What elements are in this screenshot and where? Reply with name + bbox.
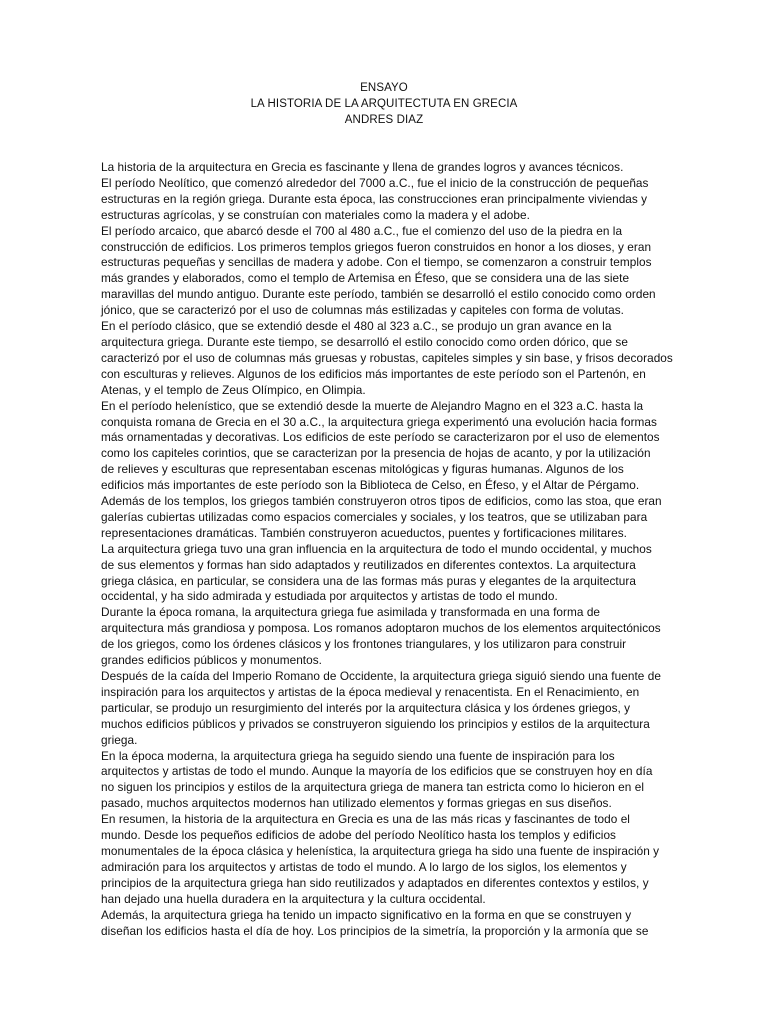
text-line: estructuras pequeñas y sencillas de madera y adobe. Con el tiempo, se comenzaron a construir templos (101, 255, 652, 270)
text-line: principios de la arquitectura griega han sido reutilizados y adaptados en diferentes contextos y estilos, y (101, 875, 649, 890)
text-line: han dejado una huella duradera en la arquitectura y la cultura occidental. (101, 891, 486, 906)
text-line: caracterizó por el uso de columnas más gruesas y robustas, capiteles simples y sin base, y frisos decorados (101, 350, 673, 365)
text-line: griega. (101, 732, 138, 747)
text-line: monumentales de la época clásica y helenística, la arquitectura griega ha sido una fuente de inspiración y (101, 843, 660, 858)
text-line: griega clásica, en particular, se considera una de las formas más puras y elegantes de la arquitectura (101, 573, 636, 588)
document-header (0, 80, 768, 128)
text-line: edificios más importantes de este período son la Biblioteca de Celso, en Éfeso, y el Altar de Pérgamo. (101, 478, 640, 493)
text-line: Durante la época romana, la arquitectura griega fue asimilada y transformada en una forma de (101, 605, 601, 620)
header-label: ENSAYO (360, 82, 408, 94)
text-line: arquitectura griega. Durante este tiempo, se desarrolló el estilo conocido como orden dórico, que se (101, 334, 628, 349)
text-line: grandes edificios públicos y monumentos. (101, 653, 323, 668)
essay-body (101, 160, 681, 939)
text-line: inspiración para los arquitectos y artistas de la época medieval y renacentista. En el Renacimiento, en (101, 684, 640, 699)
text-line: de sus elementos y formas han sido adaptados y reutilizados en diferentes contextos. La arquitectura (101, 557, 636, 572)
text-line: El período arcaico, que abarcó desde el 700 al 480 a.C., fue el comienzo del uso de la piedra en la (101, 223, 623, 238)
text-line: mundo. Desde los pequeños edificios de adobe del período Neolítico hasta los templos y edificios (101, 828, 616, 843)
text-line: Además de los templos, los griegos también construyeron otros tipos de edificios, como las stoa, que eran (101, 494, 662, 509)
text-line: pasado, muchos arquitectos modernos han utilizado elementos y formas griegas en sus diseños. (101, 796, 612, 811)
text-line: estructuras agrícolas, y se construían con materiales como la madera y el adobe. (101, 207, 530, 222)
text-line: jónico, que se caracterizó por el uso de columnas más estilizadas y capiteles con forma de volutas. (101, 303, 624, 318)
text-line: En resumen, la historia de la arquitectura en Grecia es una de las más ricas y fascinantes de todo el (101, 812, 630, 827)
text-line: estructuras en la región griega. Durante esta época, las construcciones eran principalmente viviendas y (101, 191, 648, 206)
author-name: ANDRES DIAZ (344, 114, 424, 126)
text-line: de los griegos, como los órdenes clásicos y los frontones triangulares, y los utilizaron para construir (101, 637, 627, 652)
text-line: En la época moderna, la arquitectura griega ha seguido siendo una fuente de inspiración para los (101, 748, 615, 763)
text-line: En el período clásico, que se extendió desde el 480 al 323 a.C., se produjo un gran avance en la (101, 319, 612, 334)
text-line: representaciones dramáticas. También construyeron acueductos, puentes y fortificaciones militares. (101, 525, 627, 540)
text-line: como los capiteles corintios, que se caracterizan por la presencia de hojas de acanto, y por la utilización (101, 446, 651, 461)
text-line: occidental, y ha sido admirada y estudiada por arquitectos y artistas de todo el mundo. (101, 589, 558, 604)
text-line: El período Neolítico, que comenzó alrededor del 7000 a.C., fue el inicio de la construcción de pequeñas (101, 175, 649, 190)
text-line: Atenas, y el templo de Zeus Olímpico, en Olimpia. (101, 382, 366, 397)
text-line: más ornamentadas y decorativas. Los edificios de este período se caracterizaron por el uso de elementos (101, 430, 660, 445)
text-line: En el período helenístico, que se extendió desde la muerte de Alejandro Magno en el 323 a.C. hasta la (101, 398, 644, 413)
text-line: Después de la caída del Imperio Romano de Occidente, la arquitectura griega siguió siendo una fuente de (101, 669, 661, 683)
text-line: diseñan los edificios hasta el día de hoy. Los principios de la simetría, la proporción y la armonía que se (101, 923, 649, 938)
text-line: particular, se produjo un resurgimiento del interés por la arquitectura clásica y los órdenes griegos, y (101, 700, 631, 715)
text-line: con esculturas y relieves. Algunos de los edificios más importantes de este período son el Partenón, en (101, 366, 646, 381)
text-line: más grandes y elaborados, como el templo de Artemisa en Éfeso, que se considera una de las siete (101, 271, 630, 286)
text-line: muchos edificios públicos y privados se construyeron siguiendo los principios y estilos de la arquitectura (101, 716, 650, 731)
text-line: galerías cubiertas utilizadas como espacios comerciales y sociales, y los teatros, que se utilizaban para (101, 509, 648, 524)
text-line: admiración para los arquitectos y artistas de todo el mundo. A lo largo de los siglos, los elementos y (101, 859, 627, 874)
text-line: de relieves y esculturas que representaban escenas mitológicas y figuras humanas. Algunos de los (101, 462, 624, 477)
text-line: La arquitectura griega tuvo una gran influencia en la arquitectura de todo el mundo occidental, y muchos (101, 541, 652, 556)
text-line: conquista romana de Grecia en el 30 a.C., la arquitectura griega experimentó una evolución hacia formas (101, 414, 657, 429)
text-line: arquitectos y artistas de todo el mundo. Aunque la mayoría de los edificios que se construyen hoy en día (101, 764, 653, 779)
text-line: La historia de la arquitectura en Grecia es fascinante y llena de grandes logros y avances técnicos. (101, 160, 624, 174)
text-line: construcción de edificios. Los primeros templos griegos fueron construidos en honor a los dioses, y eran (101, 239, 652, 254)
text-line: Además, la arquitectura griega ha tenido un impacto significativo en la forma en que se construyen y (101, 907, 632, 922)
text-line: maravillas del mundo antiguo. Durante este período, también se desarrolló el estilo conocido como orden (101, 287, 656, 302)
text-line: no siguen los principios y estilos de la arquitectura griega de manera tan estricta como lo hicieron en el (101, 780, 645, 795)
document-title: LA HISTORIA DE LA ARQUITECTUTA EN GRECIA (250, 98, 518, 110)
text-line: arquitectura más grandiosa y pomposa. Los romanos adoptaron muchos de los elementos arquitectónicos (101, 621, 661, 636)
